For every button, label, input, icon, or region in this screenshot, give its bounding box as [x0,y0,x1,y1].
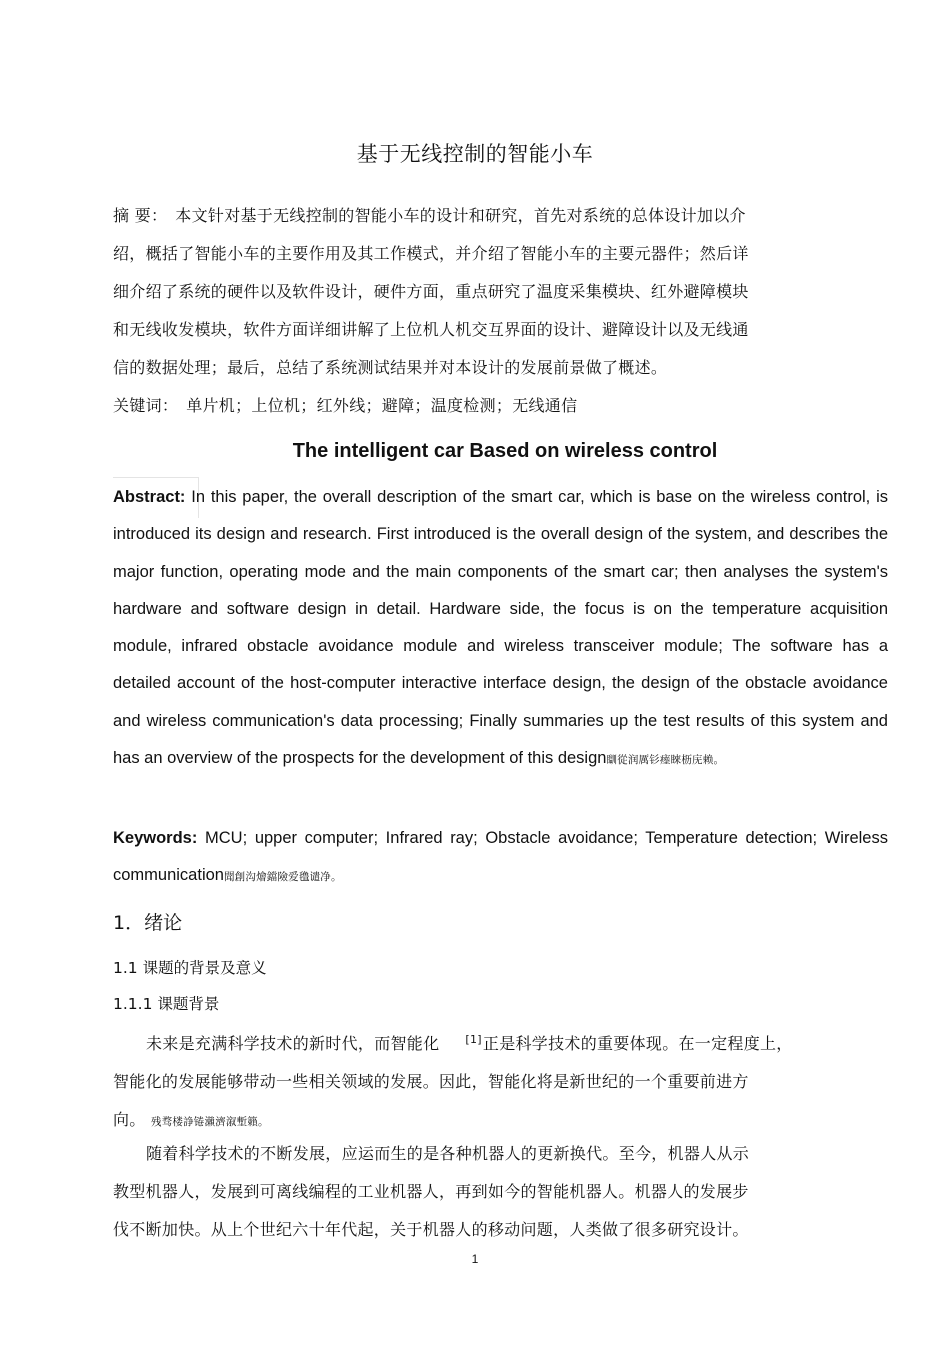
section-heading-1-1: 1.1 课题的背景及意义 [113,959,267,977]
abstract-line-4: 和无线收发模块，软件方面详细讲解了上位机人机交互界面的设计、避障设计以及无线通 [113,320,749,339]
abstract-label-en: Abstract: [113,488,186,506]
section-heading-1: 1．绪论 [113,912,183,934]
paragraph-1-line-2: 智能化的发展能够带动一些相关领域的发展。因此，智能化将是新世纪的一个重要前进方 [113,1072,749,1091]
keywords-label-en: Keywords: [113,829,198,847]
abstract-tail: 瞓從润厲钐瘗睞枥庑赖。 [606,754,725,767]
section-heading-1-1-1: 1.1.1 课题背景 [113,995,220,1013]
abstract-line-2: 绍，概括了智能小车的主要作用及其工作模式，并介绍了智能小车的主要元器件；然后详 [113,244,749,263]
paragraph-1-line-1: 未来是充满科学技术的新时代，而智能化 [1]正是科学技术的重要体现。在一定程度上， [146,1033,793,1053]
chinese-keywords: 关键词： 单片机；上位机；红外线；避障；温度检测；无线通信 [113,396,578,415]
paragraph-2-line-3: 伐不断加快。从上个世纪六十年代起，关于机器人的移动问题，人类做了很多研究设计。 [113,1220,749,1239]
paragraph-2-line-1: 随着科学技术的不断发展，应运而生的是各种机器人的更新换代。至今，机器人从示 [146,1144,750,1163]
abstract-line-3: 细介绍了系统的硬件以及软件设计，硬件方面，重点研究了温度采集模块、红外避障模块 [113,282,749,301]
abstract-line-5: 信的数据处理；最后，总结了系统测试结果并对本设计的发展前景做了概述。 [113,358,668,377]
body-paragraph-2 [113,1135,833,1249]
abstract-text-en: In this paper, the overall description of the smart car, which is base on the wireless control, is introduced its design and research. First introduced is the overall design of the system, and describes the major function, operating mode and the main components of the smart car; then analyses the system's hardware and software design in detail. Hardware side, the focus is on the temperature acquisition module, infrared obstacle avoidance module and wireless transceiver module; The software has a detailed account of the host-computer interactive interface design, the design of the obstacle avoidance and wireless communication's data processing; Finally summaries up the test results of this system and has an overview of the prospects for the development of this design [113,488,888,768]
paragraph-1-tail: 残骛楼諍锩瀨濟溆塹籟。 [151,1116,269,1128]
english-title: The intelligent car Based on wireless control [292,440,718,462]
keywords-tail: 聞創沟燴鐺險爱氇谴净。 [223,871,342,884]
abstract-line-1: 摘 要： 本文针对基于无线控制的智能小车的设计和研究，首先对系统的总体设计加以介 [113,206,746,225]
chinese-abstract [113,197,813,425]
keywords-text-en: MCU; upper computer; Infrared ray; Obstacle avoidance; Temperature detection; Wireless communication [113,829,888,885]
keywords-label-cn: 关键词： [113,396,179,415]
citation-1: [1] [465,1033,482,1046]
abstract-label-cn: 摘 要： [113,206,168,225]
body-paragraph-1 [113,1021,833,1141]
chinese-title: 基于无线控制的智能小车 [356,142,594,166]
english-abstract [113,479,888,779]
page-number: 1 [471,1252,479,1266]
paragraph-2-line-2: 教型机器人，发展到可离线编程的工业机器人，再到如今的智能机器人。机器人的发展步 [113,1182,749,1201]
paragraph-1-line-3: 向。 残骛楼諍锩瀨濟溆塹籟。 [113,1110,269,1129]
english-keywords [113,820,888,897]
